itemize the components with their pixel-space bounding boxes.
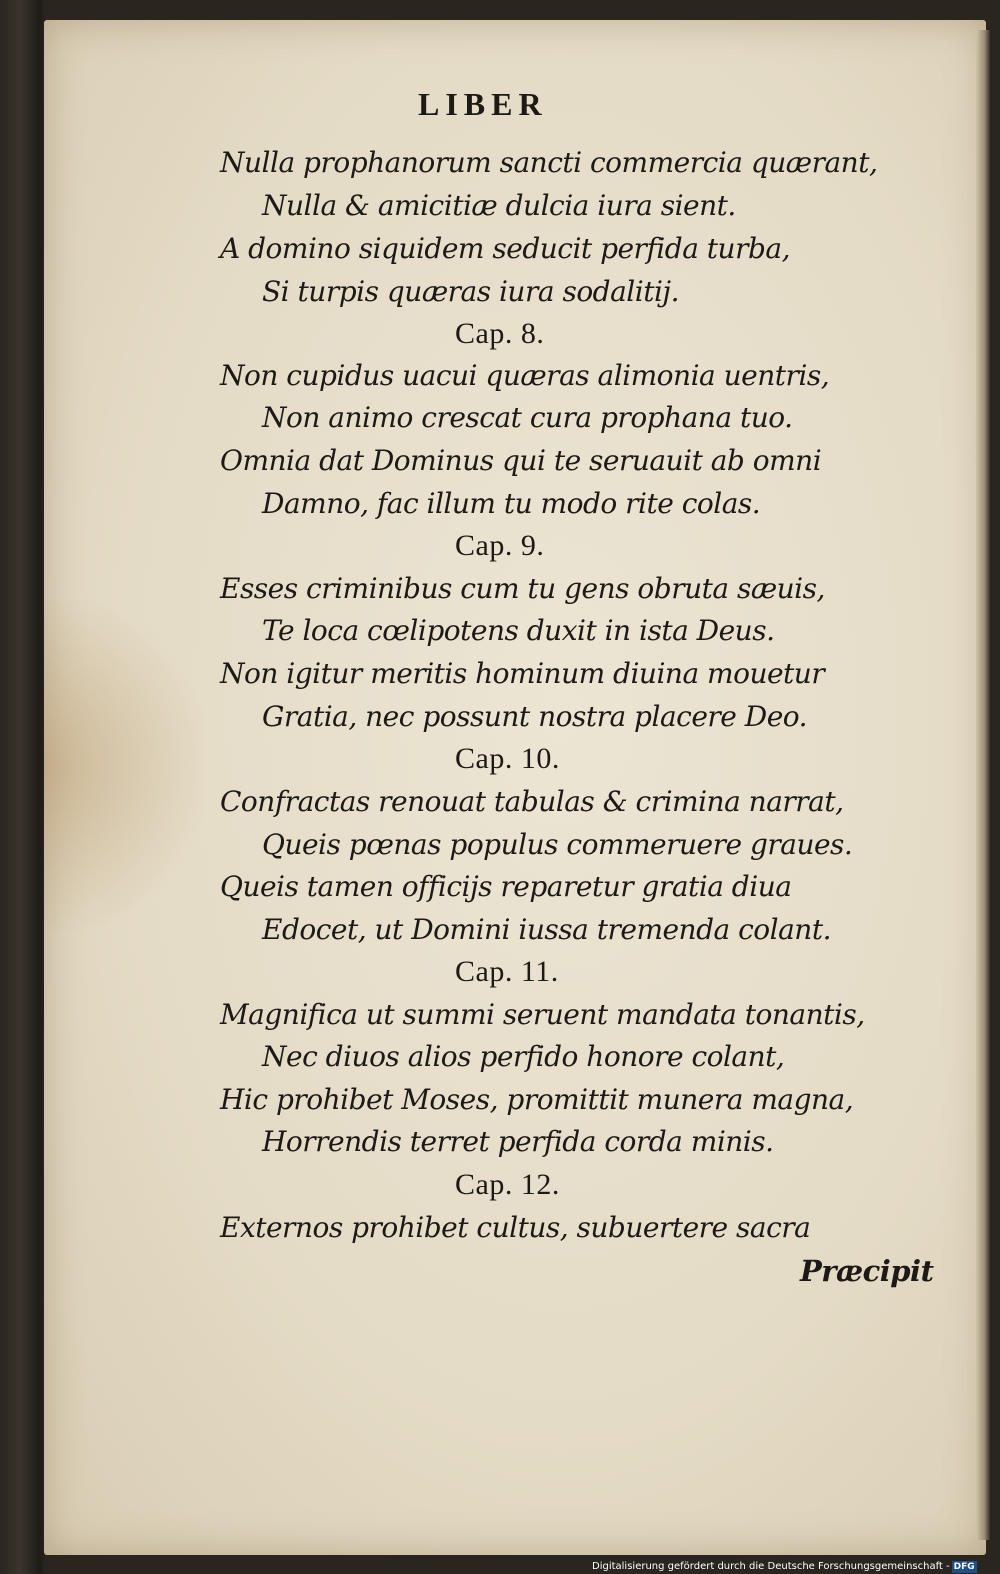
chapter-heading: Cap. 10. bbox=[455, 742, 560, 775]
verse-line: Horrendis terret perfida corda minis. bbox=[262, 1125, 774, 1158]
verse-line: Queis tamen officijs reparetur gratia diua bbox=[220, 870, 792, 903]
verse-line: Queis pœnas populus commeruere graues. bbox=[262, 828, 853, 861]
verse-line: Non igitur meritis hominum diuina mouetur bbox=[220, 657, 825, 690]
verse-line: Damno, fac illum tu modo rite colas. bbox=[262, 487, 761, 520]
verse-line: Non animo crescat cura prophana tuo. bbox=[262, 401, 793, 434]
verse-line: Edocet, ut Domini iussa tremenda colant. bbox=[262, 913, 831, 946]
verse-line: Omnia dat Dominus qui te seruauit ab omni bbox=[220, 444, 822, 477]
running-header: LIBER bbox=[418, 86, 548, 122]
verse-line: Magnifica ut summi seruent mandata tonantis, bbox=[220, 998, 865, 1031]
catchword: Præcipit bbox=[800, 1254, 934, 1288]
verse-line: Externos prohibet cultus, subuertere sacra bbox=[220, 1211, 811, 1244]
credit-text: Digitalisierung gefördert durch die Deutsche Forschungsgemeinschaft - bbox=[592, 1561, 950, 1572]
verse-line: Non cupidus uacui quæras alimonia uentris, bbox=[220, 359, 830, 392]
verse-line: Te loca cœlipotens duxit in ista Deus. bbox=[262, 614, 775, 647]
verse-line: Gratia, nec possunt nostra placere Deo. bbox=[262, 700, 808, 733]
verse-line: Nec diuos alios perfido honore colant, bbox=[262, 1040, 785, 1073]
verse-line: Nulla prophanorum sancti commercia quærant, bbox=[220, 146, 878, 179]
verse-line: Hic prohibet Moses, promittit munera magna, bbox=[220, 1083, 854, 1116]
chapter-heading: Cap. 9. bbox=[455, 529, 545, 562]
verse-line: Confractas renouat tabulas & crimina narrat, bbox=[220, 785, 844, 818]
chapter-heading: Cap. 12. bbox=[455, 1168, 560, 1201]
chapter-heading: Cap. 11. bbox=[455, 955, 559, 988]
digitization-credit bbox=[592, 1560, 977, 1574]
dfg-logo: DFG bbox=[953, 1562, 975, 1572]
chapter-heading: Cap. 8. bbox=[455, 317, 545, 350]
verse-line: Nulla & amicitiæ dulcia iura sient. bbox=[262, 189, 736, 222]
verse-line: A domino siquidem seducit perfida turba, bbox=[220, 232, 790, 265]
verse-line: Si turpis quæras iura sodalitij. bbox=[262, 275, 679, 308]
verse-line: Esses criminibus cum tu gens obruta sæuis, bbox=[220, 572, 825, 605]
